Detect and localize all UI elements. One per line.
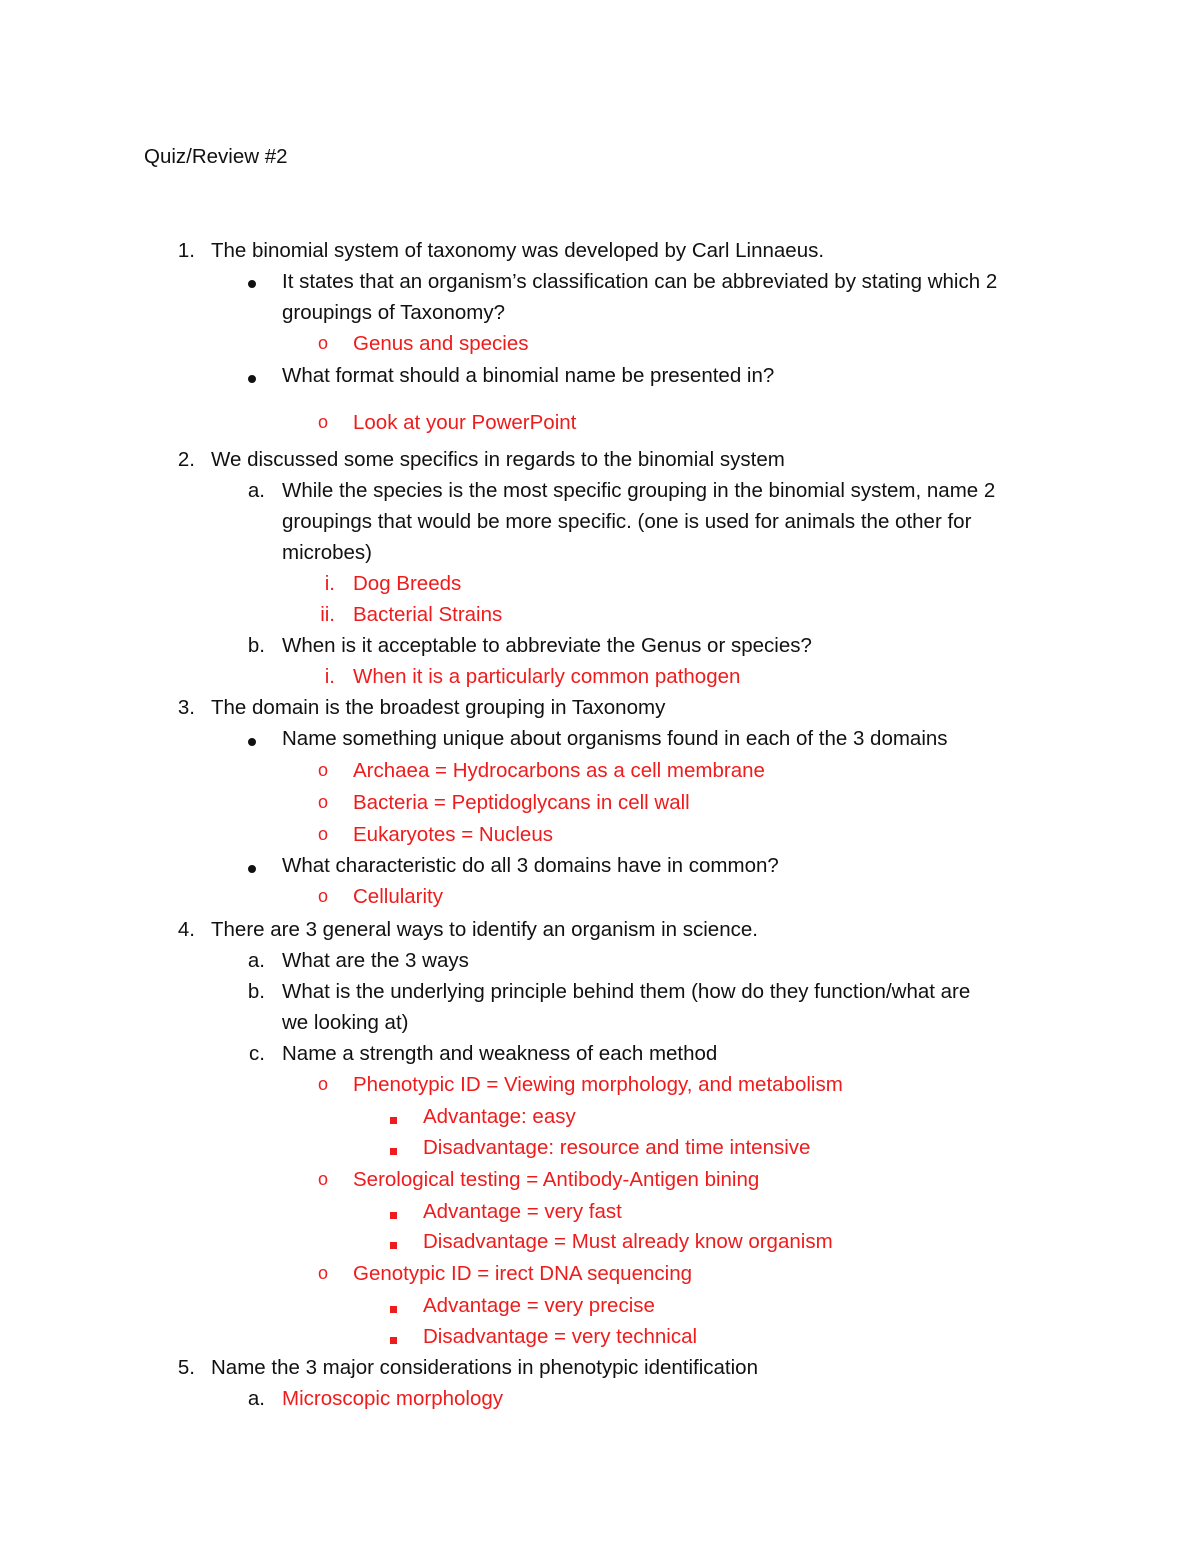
bullet-icon: [246, 270, 256, 294]
q4-c-text: Name a strength and weakness of each method: [282, 1042, 718, 1065]
list-number-4: 4.: [177, 918, 195, 941]
q3-answer1: Archaea = Hydrocarbons as a cell membrane: [353, 759, 765, 782]
q2-b-answer: When it is a particularly common pathogen: [353, 665, 741, 688]
q4-method1-disadvantage: Disadvantage: resource and time intensive: [423, 1136, 811, 1159]
square-bullet-icon: [387, 1295, 397, 1319]
circle-bullet-icon: o: [318, 1074, 329, 1094]
square-bullet-icon: [387, 1106, 397, 1130]
q2-a-line2: groupings that would be more specific. (one is used for animals the other for: [282, 510, 972, 533]
list-letter-b: b.: [247, 634, 265, 657]
q3-bullet2: What characteristic do all 3 domains have in common?: [282, 854, 779, 877]
list-number-5: 5.: [177, 1356, 195, 1379]
square-bullet-icon: [387, 1326, 397, 1350]
q4-method1: Phenotypic ID = Viewing morphology, and metabolism: [353, 1073, 843, 1096]
list-letter-b: b.: [247, 980, 265, 1003]
q2-a-line3: microbes): [282, 541, 372, 564]
bullet-icon: [246, 365, 256, 389]
q1-answer2: Look at your PowerPoint: [353, 411, 577, 434]
circle-bullet-icon: o: [318, 412, 329, 432]
circle-bullet-icon: o: [318, 333, 329, 353]
bullet-icon: [246, 855, 256, 879]
q1-bullet1-line2: groupings of Taxonomy?: [282, 301, 505, 324]
q2-b-text: When is it acceptable to abbreviate the Genus or species?: [282, 634, 812, 657]
list-number-1: 1.: [177, 239, 195, 262]
q2-a-answer1: Dog Breeds: [353, 572, 462, 595]
q1-answer1: Genus and species: [353, 332, 529, 355]
q4-b-line2: we looking at): [282, 1011, 409, 1034]
q4-method3-disadvantage: Disadvantage = very technical: [423, 1325, 698, 1348]
list-roman-i: i.: [324, 572, 335, 595]
q4-method3: Genotypic ID = irect DNA sequencing: [353, 1262, 692, 1285]
q4-b-line1: What is the underlying principle behind them (how do they function/what are: [282, 980, 971, 1003]
q3-answer2: Bacteria = Peptidoglycans in cell wall: [353, 791, 690, 814]
q4-method2-disadvantage: Disadvantage = Must already know organism: [423, 1230, 833, 1253]
circle-bullet-icon: o: [318, 824, 329, 844]
list-letter-c: c.: [249, 1042, 265, 1065]
square-bullet-icon: [387, 1201, 397, 1225]
q4-text: There are 3 general ways to identify an organism in science.: [211, 918, 758, 941]
q1-bullet2: What format should a binomial name be presented in?: [282, 364, 775, 387]
circle-bullet-icon: o: [318, 886, 329, 906]
q3-answer4: Cellularity: [353, 885, 443, 908]
q3-answer3: Eukaryotes = Nucleus: [353, 823, 553, 846]
circle-bullet-icon: o: [318, 1169, 329, 1189]
circle-bullet-icon: o: [318, 792, 329, 812]
q2-text: We discussed some specifics in regards to the binomial system: [211, 448, 785, 471]
q4-a-text: What are the 3 ways: [282, 949, 469, 972]
q3-text: The domain is the broadest grouping in Taxonomy: [211, 696, 666, 719]
q1-bullet1-line1: It states that an organism’s classification can be abbreviated by stating which 2: [282, 270, 998, 293]
list-number-2: 2.: [177, 448, 195, 471]
list-letter-a: a.: [247, 1387, 265, 1410]
q5-text: Name the 3 major considerations in phenotypic identification: [211, 1356, 758, 1379]
page-title: Quiz/Review #2: [144, 145, 288, 168]
q5-a-answer: Microscopic morphology: [282, 1387, 504, 1410]
list-roman-i: i.: [324, 665, 335, 688]
list-roman-ii: ii.: [320, 603, 335, 626]
q4-method2-advantage: Advantage = very fast: [423, 1200, 622, 1223]
list-letter-a: a.: [247, 949, 265, 972]
q4-method2: Serological testing = Antibody-Antigen bining: [353, 1168, 760, 1191]
circle-bullet-icon: o: [318, 1263, 329, 1283]
q3-bullet1: Name something unique about organisms found in each of the 3 domains: [282, 727, 948, 750]
circle-bullet-icon: o: [318, 760, 329, 780]
square-bullet-icon: [387, 1137, 397, 1161]
q4-method3-advantage: Advantage = very precise: [423, 1294, 655, 1317]
square-bullet-icon: [387, 1231, 397, 1255]
bullet-icon: [246, 728, 256, 752]
list-number-3: 3.: [177, 696, 195, 719]
q2-a-answer2: Bacterial Strains: [353, 603, 503, 626]
q4-method1-advantage: Advantage: easy: [423, 1105, 576, 1128]
q2-a-line1: While the species is the most specific grouping in the binomial system, name 2: [282, 479, 996, 502]
list-letter-a: a.: [247, 479, 265, 502]
q1-text: The binomial system of taxonomy was developed by Carl Linnaeus.: [211, 239, 825, 262]
